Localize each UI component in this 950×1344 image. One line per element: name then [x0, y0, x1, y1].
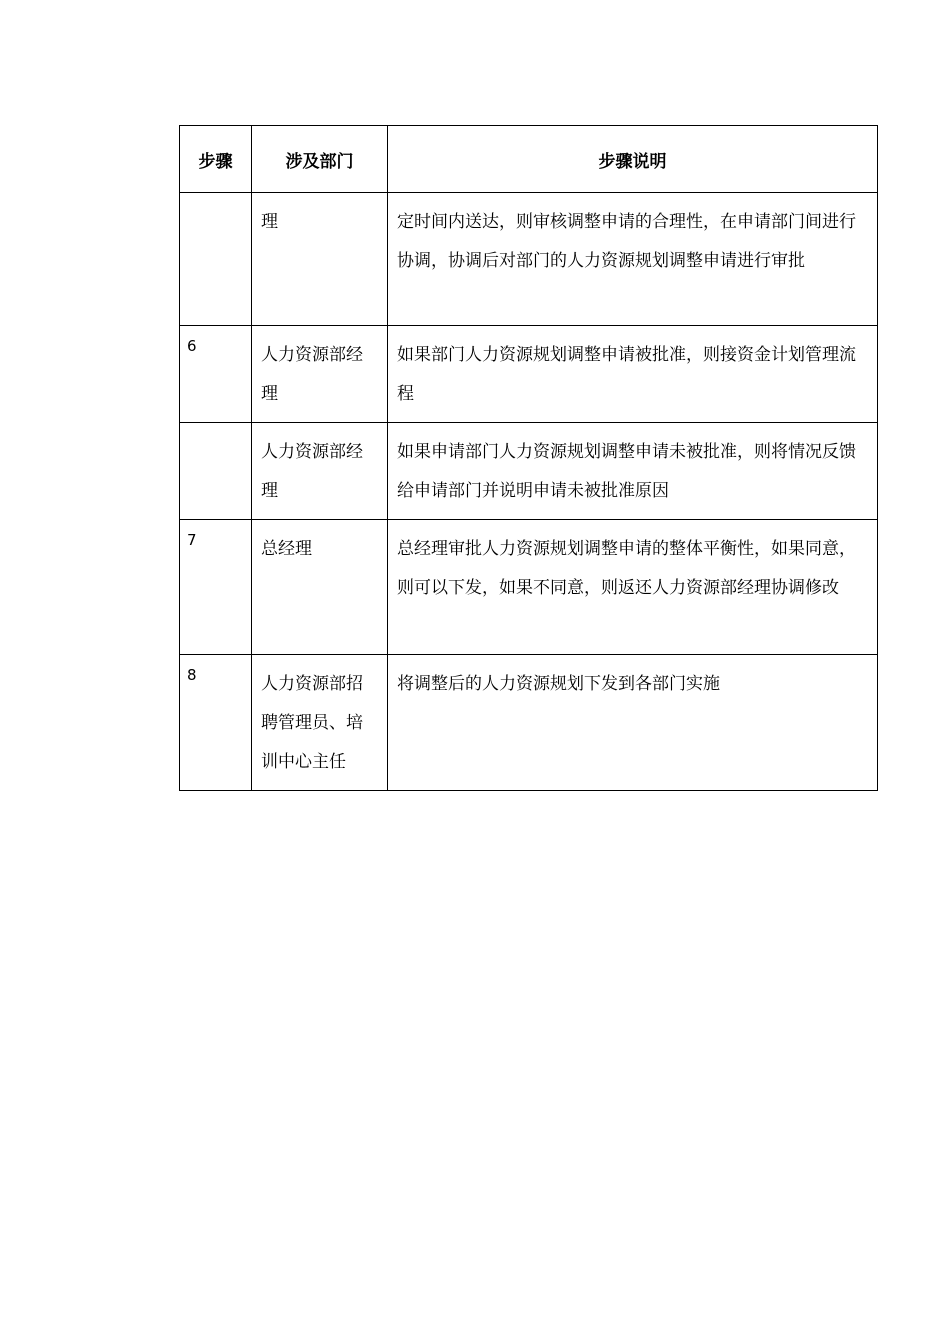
description-text: 总经理审批人力资源规划调整申请的整体平衡性，如果同意，则可以下发，如果不同意，则返还人力资源部经理协调修改: [397, 539, 856, 598]
description-cell: [388, 193, 878, 326]
table-row: [180, 326, 878, 423]
process-steps-table: [179, 125, 878, 791]
step-cell: [180, 193, 252, 326]
description-text: 如果部门人力资源规划调整申请被批准，则接资金计划管理流程: [397, 345, 856, 404]
table-row: [180, 655, 878, 791]
description-cell: [388, 655, 878, 791]
department-text: 人力资源部经理: [261, 442, 363, 501]
table-row: [180, 193, 878, 326]
department-cell: [252, 520, 388, 655]
department-text: 人力资源部经理: [261, 345, 363, 404]
description-cell: [388, 520, 878, 655]
description-text: 定时间内送达，则审核调整申请的合理性，在申请部门间进行协调，协调后对部门的人力资源规划调整申请进行审批: [397, 212, 856, 271]
step-number: 7: [187, 531, 197, 549]
step-cell: [180, 326, 252, 423]
department-text: 理: [261, 212, 278, 232]
table-row: [180, 423, 878, 520]
description-text: 如果申请部门人力资源规划调整申请未被批准，则将情况反馈给申请部门并说明申请未被批准原因: [397, 442, 856, 501]
step-cell: [180, 423, 252, 520]
table-row: [180, 520, 878, 655]
step-number: 6: [187, 337, 197, 355]
department-text: 总经理: [261, 539, 312, 559]
step-number: [180, 193, 251, 209]
step-number: [180, 423, 251, 439]
department-cell: [252, 193, 388, 326]
table-header-row: [180, 126, 878, 193]
description-text: 将调整后的人力资源规划下发到各部门实施: [397, 674, 720, 694]
header-department: 涉及部门: [252, 126, 388, 193]
description-cell: [388, 423, 878, 520]
step-cell: [180, 655, 252, 791]
header-description: 步骤说明: [388, 126, 878, 193]
department-cell: [252, 423, 388, 520]
department-cell: [252, 326, 388, 423]
department-cell: [252, 655, 388, 791]
step-cell: [180, 520, 252, 655]
step-number: 8: [187, 666, 197, 684]
department-text: 人力资源部招聘管理员、培训中心主任: [261, 674, 363, 772]
header-step: 步骤: [180, 126, 252, 193]
description-cell: [388, 326, 878, 423]
